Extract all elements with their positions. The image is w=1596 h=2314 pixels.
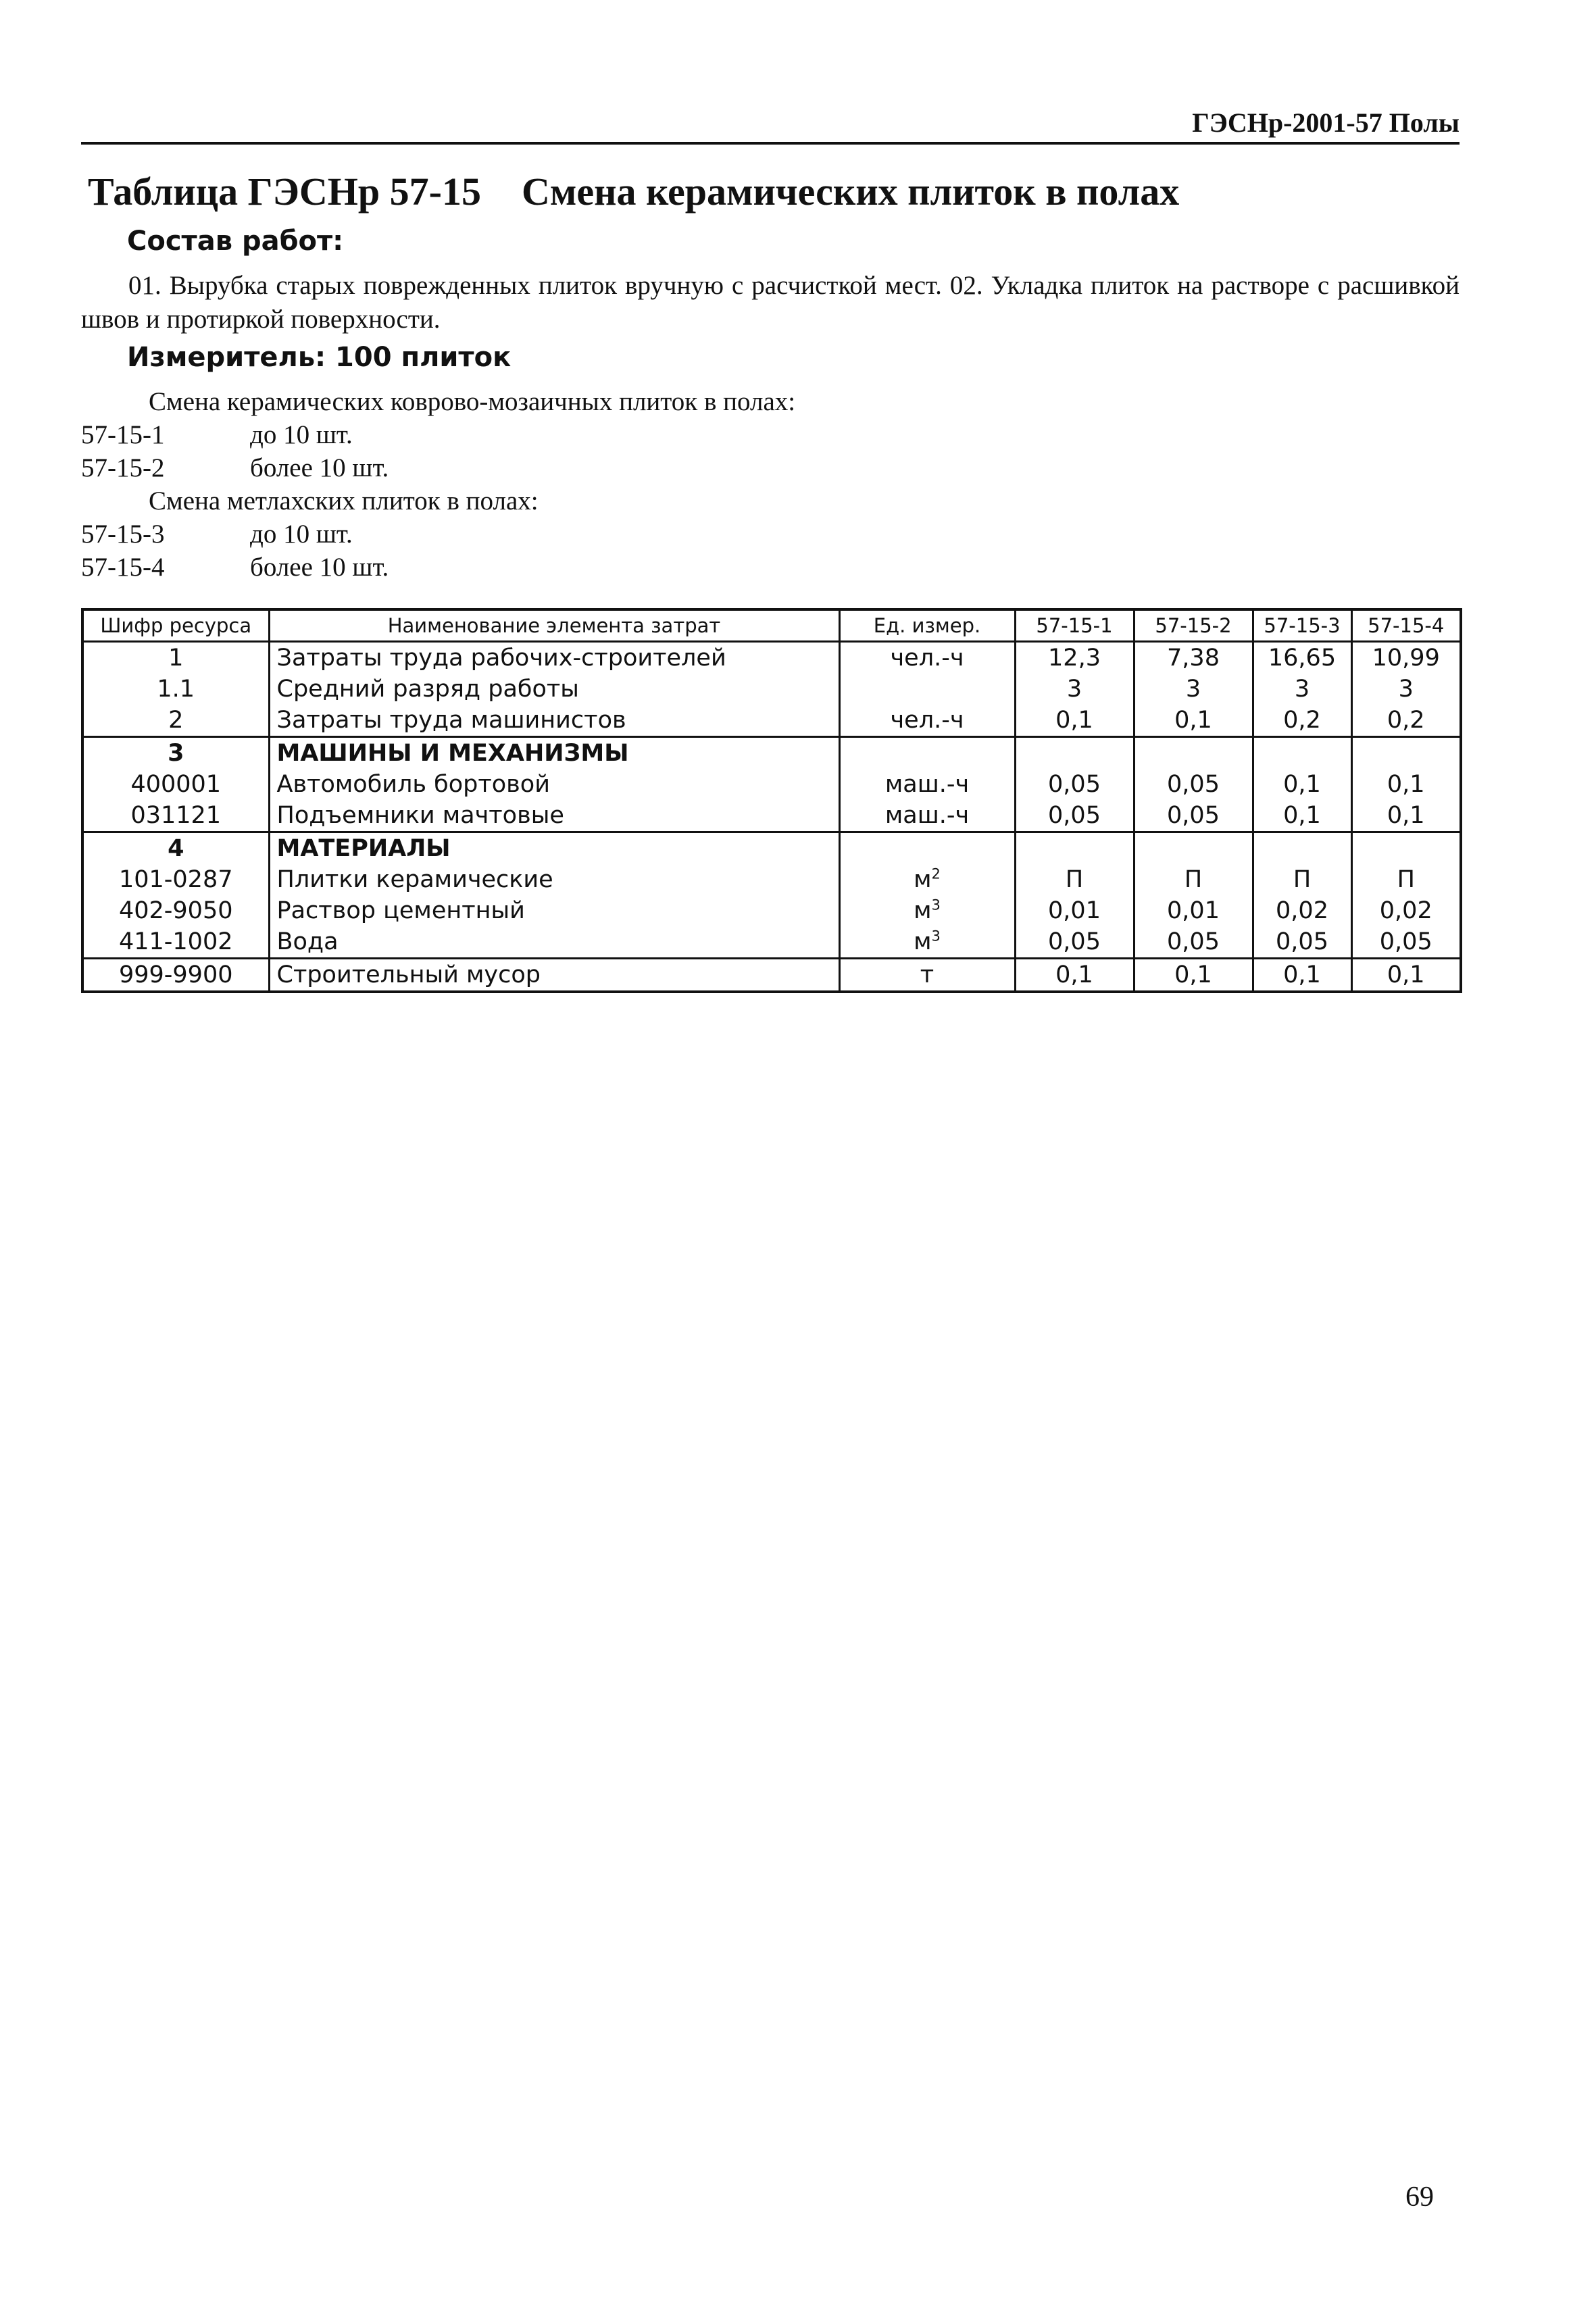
column-header: Наименование элемента затрат xyxy=(269,609,839,642)
table-body xyxy=(82,642,1461,992)
column-header: 57-15-3 xyxy=(1253,609,1351,642)
unit-label: чел.-ч xyxy=(890,707,964,734)
norm-value: 0,1 xyxy=(1015,959,1134,992)
scope-group-title: Смена метлахских плиток в полах: xyxy=(149,486,539,515)
resource-unit xyxy=(839,959,1015,992)
unit-label: маш.-ч xyxy=(884,802,970,829)
column-header: 57-15-1 xyxy=(1015,609,1134,642)
norm-value: 0,05 xyxy=(1351,926,1461,959)
resource-unit xyxy=(839,895,1015,926)
column-header: 57-15-2 xyxy=(1134,609,1253,642)
norm-value: П xyxy=(1015,864,1134,895)
norm-value xyxy=(1015,832,1134,865)
scope-code: 57-15-3 xyxy=(81,520,165,549)
column-header: Шифр ресурса xyxy=(82,609,269,642)
norm-value xyxy=(1134,737,1253,770)
unit-label: м xyxy=(914,928,932,955)
scope-item xyxy=(81,451,1027,484)
resource-unit xyxy=(839,800,1015,832)
measure-heading: Измеритель: 100 плиток xyxy=(127,342,512,373)
norm-value: 0,02 xyxy=(1351,895,1461,926)
norm-value xyxy=(1351,737,1461,770)
resource-name: Вода xyxy=(269,926,839,959)
unit-label: м xyxy=(914,866,932,893)
resource-code: 1.1 xyxy=(82,674,269,705)
norm-value: 0,05 xyxy=(1134,769,1253,800)
running-header: ГЭСНр-2001-57 Полы xyxy=(1192,107,1460,138)
scope-item xyxy=(81,418,1027,451)
table-title-code: Таблица ГЭСНр 57-15 xyxy=(88,170,481,213)
norm-value: 0,05 xyxy=(1134,800,1253,832)
resource-code: 2 xyxy=(82,705,269,737)
table-row xyxy=(82,895,1461,926)
table-row xyxy=(82,832,1461,865)
norm-value: 0,1 xyxy=(1253,800,1351,832)
resource-unit xyxy=(839,737,1015,770)
norm-value: 0,02 xyxy=(1253,895,1351,926)
resource-code: 4 xyxy=(82,832,269,865)
resource-code: 402-9050 xyxy=(82,895,269,926)
scope-desc: более 10 шт. xyxy=(250,553,389,582)
scope-code: 57-15-4 xyxy=(81,553,165,582)
resource-name: Плитки керамические xyxy=(269,864,839,895)
norm-value xyxy=(1134,832,1253,865)
column-header: 57-15-4 xyxy=(1351,609,1461,642)
table-row xyxy=(82,769,1461,800)
table-row xyxy=(82,737,1461,770)
norm-value xyxy=(1015,737,1134,770)
scope-item xyxy=(81,551,1027,584)
scope-desc: до 10 шт. xyxy=(250,520,353,549)
unit-label: маш.-ч xyxy=(884,771,970,798)
resource-code: 3 xyxy=(82,737,269,770)
resource-name: Автомобиль бортовой xyxy=(269,769,839,800)
norm-value: 0,01 xyxy=(1134,895,1253,926)
table-row xyxy=(82,642,1461,674)
table-row xyxy=(82,959,1461,992)
norm-value: 0,1 xyxy=(1351,800,1461,832)
header-rule xyxy=(81,142,1460,145)
unit-label: т xyxy=(920,961,934,988)
resource-code: 411-1002 xyxy=(82,926,269,959)
unit-label: чел.-ч xyxy=(890,645,964,672)
resource-code: 999-9900 xyxy=(82,959,269,992)
resource-code: 031121 xyxy=(82,800,269,832)
scope-item xyxy=(81,518,1027,551)
resource-name: Затраты труда рабочих-строителей xyxy=(269,642,839,674)
scope-desc: до 10 шт. xyxy=(250,420,353,449)
norm-value: 0,2 xyxy=(1253,705,1351,737)
composition-heading: Состав работ: xyxy=(127,226,344,257)
table-row xyxy=(82,926,1461,959)
norm-value: 0,1 xyxy=(1253,769,1351,800)
resource-name: Затраты труда машинистов xyxy=(269,705,839,737)
column-header: Ед. измер. xyxy=(839,609,1015,642)
norm-value: 0,1 xyxy=(1351,959,1461,992)
norm-value: 0,01 xyxy=(1015,895,1134,926)
resource-name: МАТЕРИАЛЫ xyxy=(269,832,839,865)
norm-value: 0,1 xyxy=(1253,959,1351,992)
norm-value xyxy=(1253,832,1351,865)
norm-value: 3 xyxy=(1134,674,1253,705)
norm-value: П xyxy=(1351,864,1461,895)
norm-value: 12,3 xyxy=(1015,642,1134,674)
scope-desc: более 10 шт. xyxy=(250,453,389,482)
norm-value: 0,05 xyxy=(1015,926,1134,959)
norm-value: 0,05 xyxy=(1015,769,1134,800)
norm-value: 0,2 xyxy=(1351,705,1461,737)
norm-value: П xyxy=(1134,864,1253,895)
norm-value: 3 xyxy=(1253,674,1351,705)
resource-unit xyxy=(839,832,1015,865)
scope-code: 57-15-1 xyxy=(81,420,165,449)
scope-code: 57-15-2 xyxy=(81,453,165,482)
resource-name: Подъемники мачтовые xyxy=(269,800,839,832)
resource-unit xyxy=(839,705,1015,737)
norm-value: 3 xyxy=(1351,674,1461,705)
table-row xyxy=(82,800,1461,832)
composition-text: 01. Вырубка старых поврежденных плиток вручную с расчисткой мест. 02. Укладка плиток на растворе с расшивкой швов и протиркой поверхности. xyxy=(81,271,1460,334)
norm-value xyxy=(1351,832,1461,865)
norm-value: П xyxy=(1253,864,1351,895)
resource-name: Средний разряд работы xyxy=(269,674,839,705)
table-row xyxy=(82,705,1461,737)
table-header-row xyxy=(82,609,1461,642)
table-row xyxy=(82,864,1461,895)
table-row xyxy=(82,674,1461,705)
resource-unit xyxy=(839,864,1015,895)
table-title xyxy=(88,169,1179,214)
norm-value: 0,1 xyxy=(1134,705,1253,737)
resource-code: 1 xyxy=(82,642,269,674)
scope-group-title: Смена керамических коврово-мозаичных плиток в полах: xyxy=(149,387,796,416)
norm-value: 10,99 xyxy=(1351,642,1461,674)
resource-unit xyxy=(839,674,1015,705)
norm-value: 3 xyxy=(1015,674,1134,705)
scope-list xyxy=(81,385,1027,584)
norm-value: 0,1 xyxy=(1015,705,1134,737)
unit-label: м xyxy=(914,897,932,924)
resource-unit xyxy=(839,642,1015,674)
norm-value: 0,1 xyxy=(1351,769,1461,800)
resource-name: Раствор цементный xyxy=(269,895,839,926)
norm-value xyxy=(1253,737,1351,770)
table-title-name: Смена керамических плиток в полах xyxy=(521,170,1180,213)
unit-exponent: 3 xyxy=(931,897,941,913)
norm-value: 0,05 xyxy=(1015,800,1134,832)
unit-exponent: 2 xyxy=(931,865,941,882)
resource-table xyxy=(81,608,1462,993)
norm-value: 0,1 xyxy=(1134,959,1253,992)
resource-name: Строительный мусор xyxy=(269,959,839,992)
resource-unit xyxy=(839,769,1015,800)
page-number: 69 xyxy=(1405,2182,1434,2213)
norm-value: 16,65 xyxy=(1253,642,1351,674)
resource-name: МАШИНЫ И МЕХАНИЗМЫ xyxy=(269,737,839,770)
norm-value: 0,05 xyxy=(1134,926,1253,959)
norm-value: 0,05 xyxy=(1253,926,1351,959)
resource-unit xyxy=(839,926,1015,959)
unit-exponent: 3 xyxy=(931,928,941,945)
norm-value: 7,38 xyxy=(1134,642,1253,674)
resource-code: 101-0287 xyxy=(82,864,269,895)
resource-code: 400001 xyxy=(82,769,269,800)
